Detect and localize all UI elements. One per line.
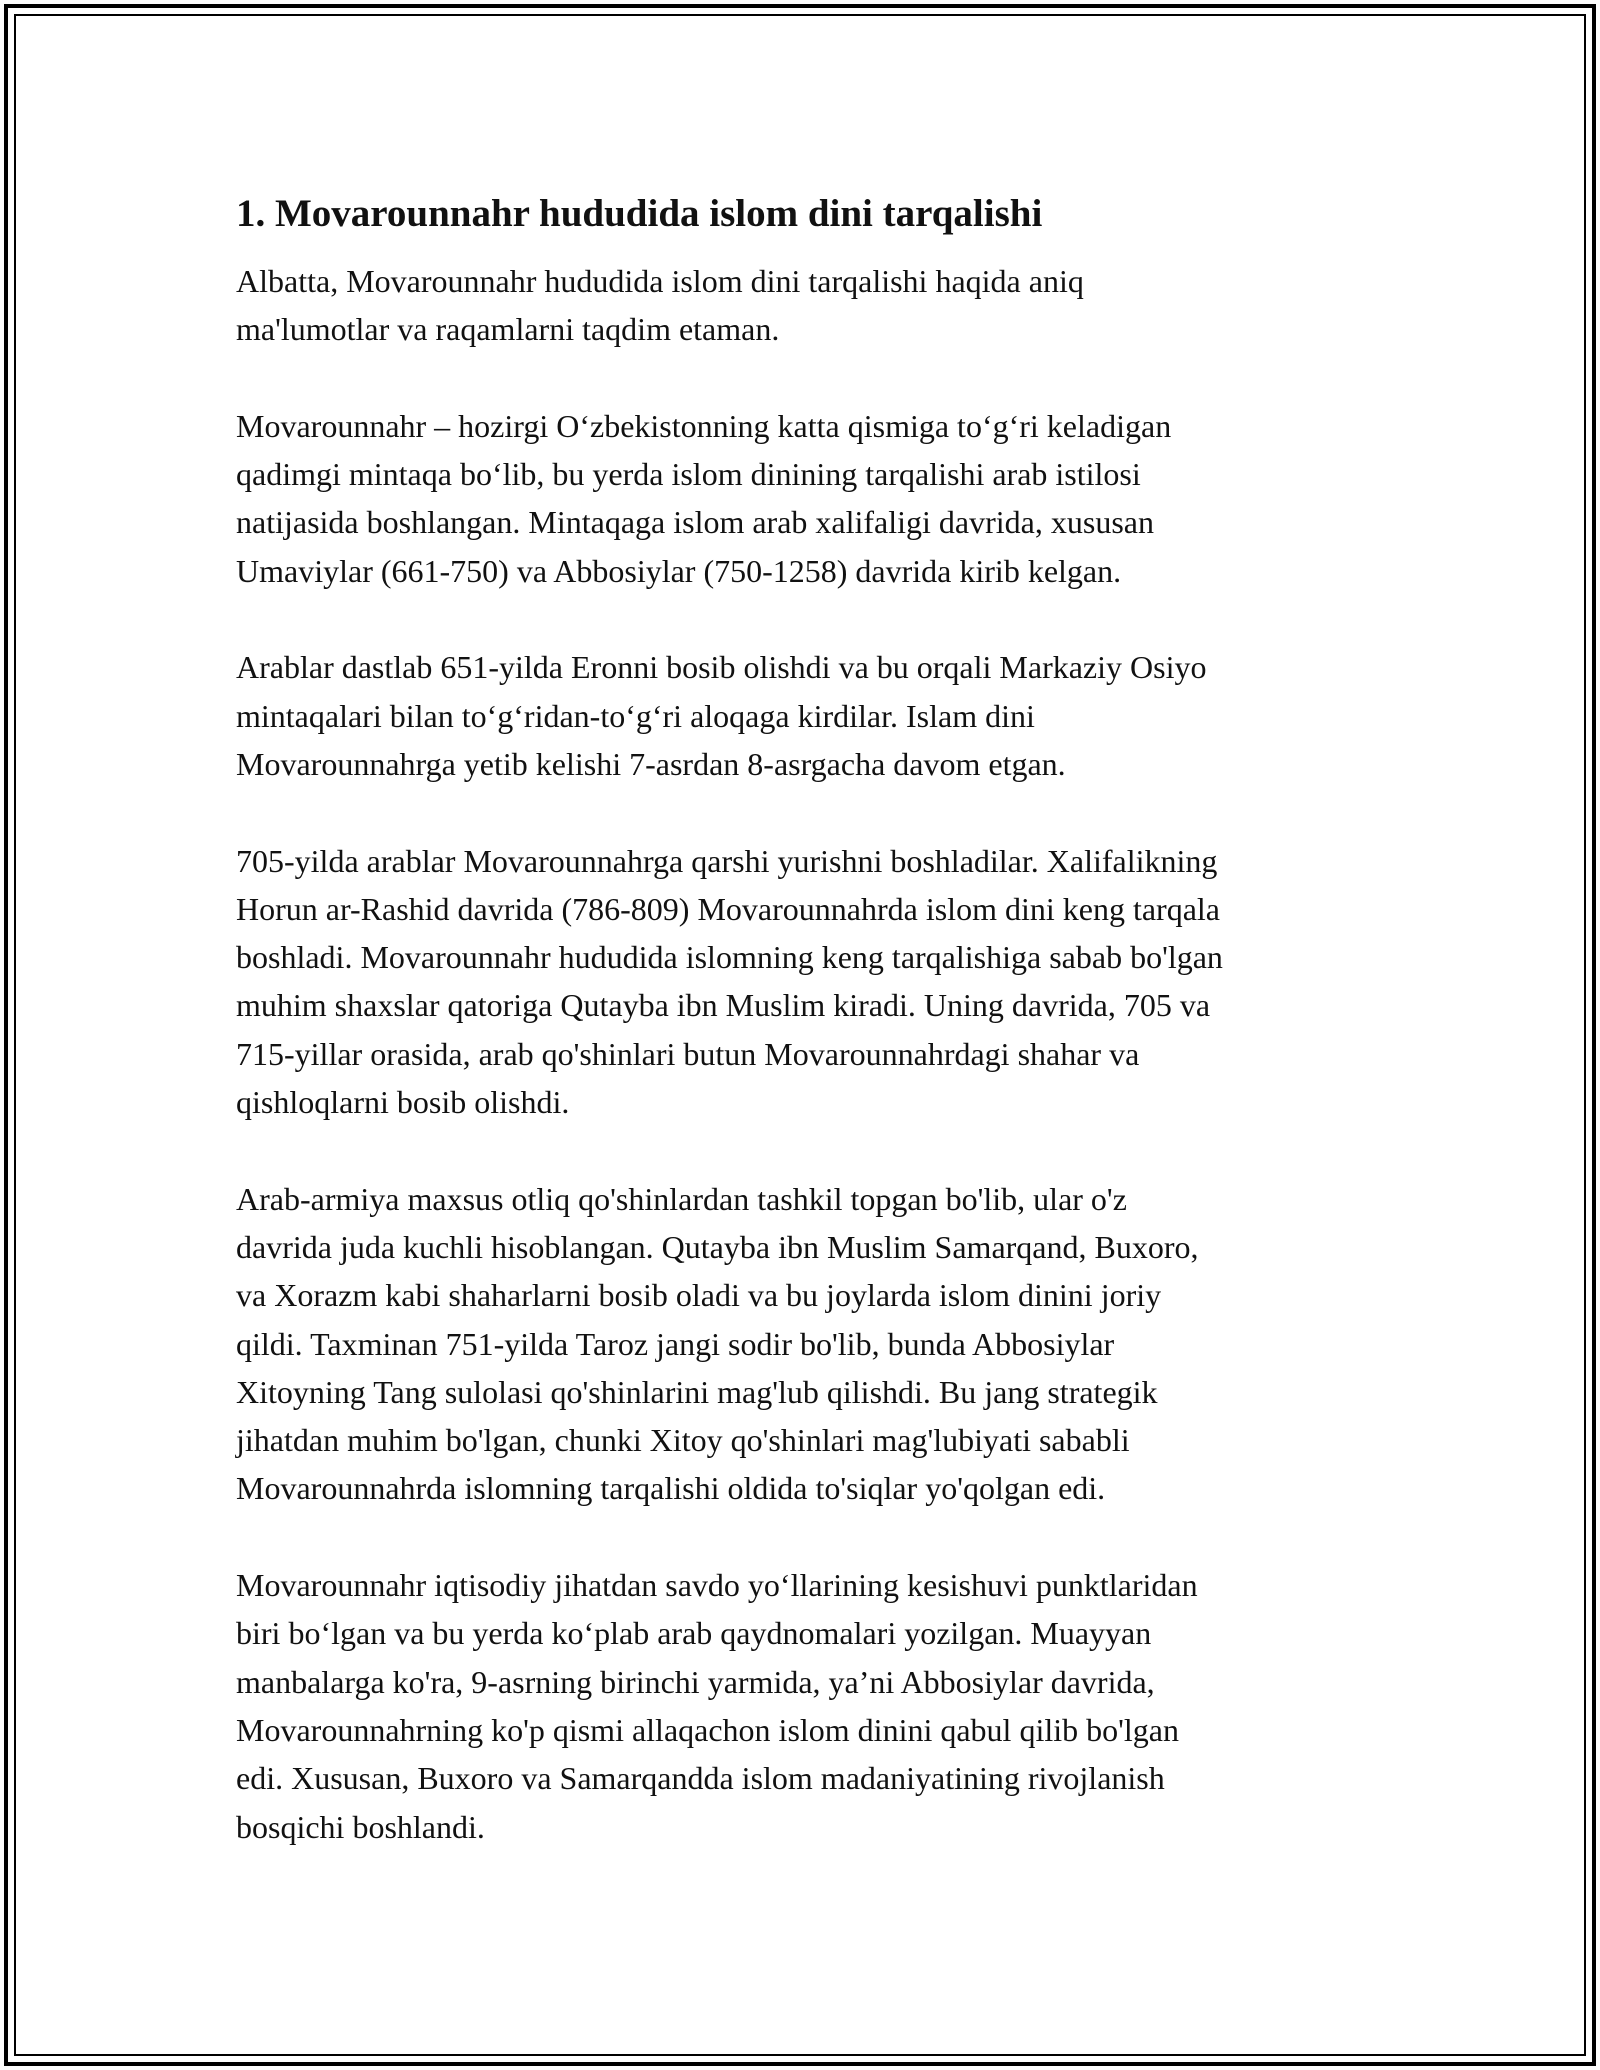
paragraph-arab-conquest-iran: Arablar dastlab 651-yilda Eronni bosib olishdi va bu orqali Markaziy Osiyo mintaqalari bilan to‘g‘ridan-to‘g‘ri aloqaga kirdilar. Islam dini Movarounnahrga yetib kelishi 7-asrdan 8-asrgacha davom etgan. [236,649,1207,782]
paragraph-trade-routes: Movarounnahr iqtisodiy jihatdan savdo yo‘llarining kesishuvi punktlaridan biri bo‘lgan va bu yerda ko‘plab arab qaydnomalari yozilgan. Muayyan manbalarga ko'ra, 9-asrning birinchi yarmida, ya’ni Abbosiylar davrida, Movarounnahrning ko'p qismi allaqachon islom dinini qabul qilib bo'lgan edi. Xususan, Buxoro va Samarqandda islom madaniyatining rivojlanish bosqichi boshlandi. [236,1567,1198,1845]
paragraph-movarounnahr-definition: Movarounnahr – hozirgi O‘zbekistonning katta qismiga to‘g‘ri keladigan qadimgi mintaqa bo‘lib, bu yerda islom dinining tarqalishi arab istilosi natijasida boshlangan. Mintaqaga islom arab xalifaligi davrida, xususan Umaviylar (661-750) va Abbosiylar (750-1258) davrida kirib kelgan. [236,407,1172,589]
paragraph-campaign-705: 705-yilda arablar Movarounnahrga qarshi yurishni boshladilar. Xalifalikning Horun ar-Rashid davrida (786-809) Movarounnahrda islom dini keng tarqala boshladi. Movarounnahr hududida islomning keng tarqalishiga sabab bo'lgan muhim shaxslar qatoriga Qutayba ibn Muslim kiradi. Uning davrida, 705 va 715-yillar orasida, arab qo'shinlari butun Movarounnahrdagi shahar va qishloqlarni bosib olishdi. [236,842,1223,1121]
page-title: 1. Movarounnahr hududida islom dini tarqalishi [236,192,1043,235]
paragraph-intro: Albatta, Movarounnahr hududida islom dini tarqalishi haqida aniq ma'lumotlar va raqamlarni taqdim etaman. [236,263,1084,348]
document-body [236,183,1376,1899]
paragraph-arab-army: Arab-armiya maxsus otliq qo'shinlardan tashkil topgan bo'lib, ular o'z davrida juda kuchli hisoblangan. Qutayba ibn Muslim Samarqand, Buxoro, va Xorazm kabi shaharlarni bosib oladi va bu joylarda islom dinini joriy qildi. Taxminan 751-yilda Taroz jangi sodir bo'lib, bunda Abbosiylar Xitoyning Tang sulolasi qo'shinlarini mag'lub qilishdi. Bu jang strategik jihatdan muhim bo'lgan, chunki Xitoy qo'shinlari mag'lubiyati sababli Movarounnahrda islomning tarqalishi oldida to'siqlar yo'qolgan edi. [236,1180,1199,1507]
